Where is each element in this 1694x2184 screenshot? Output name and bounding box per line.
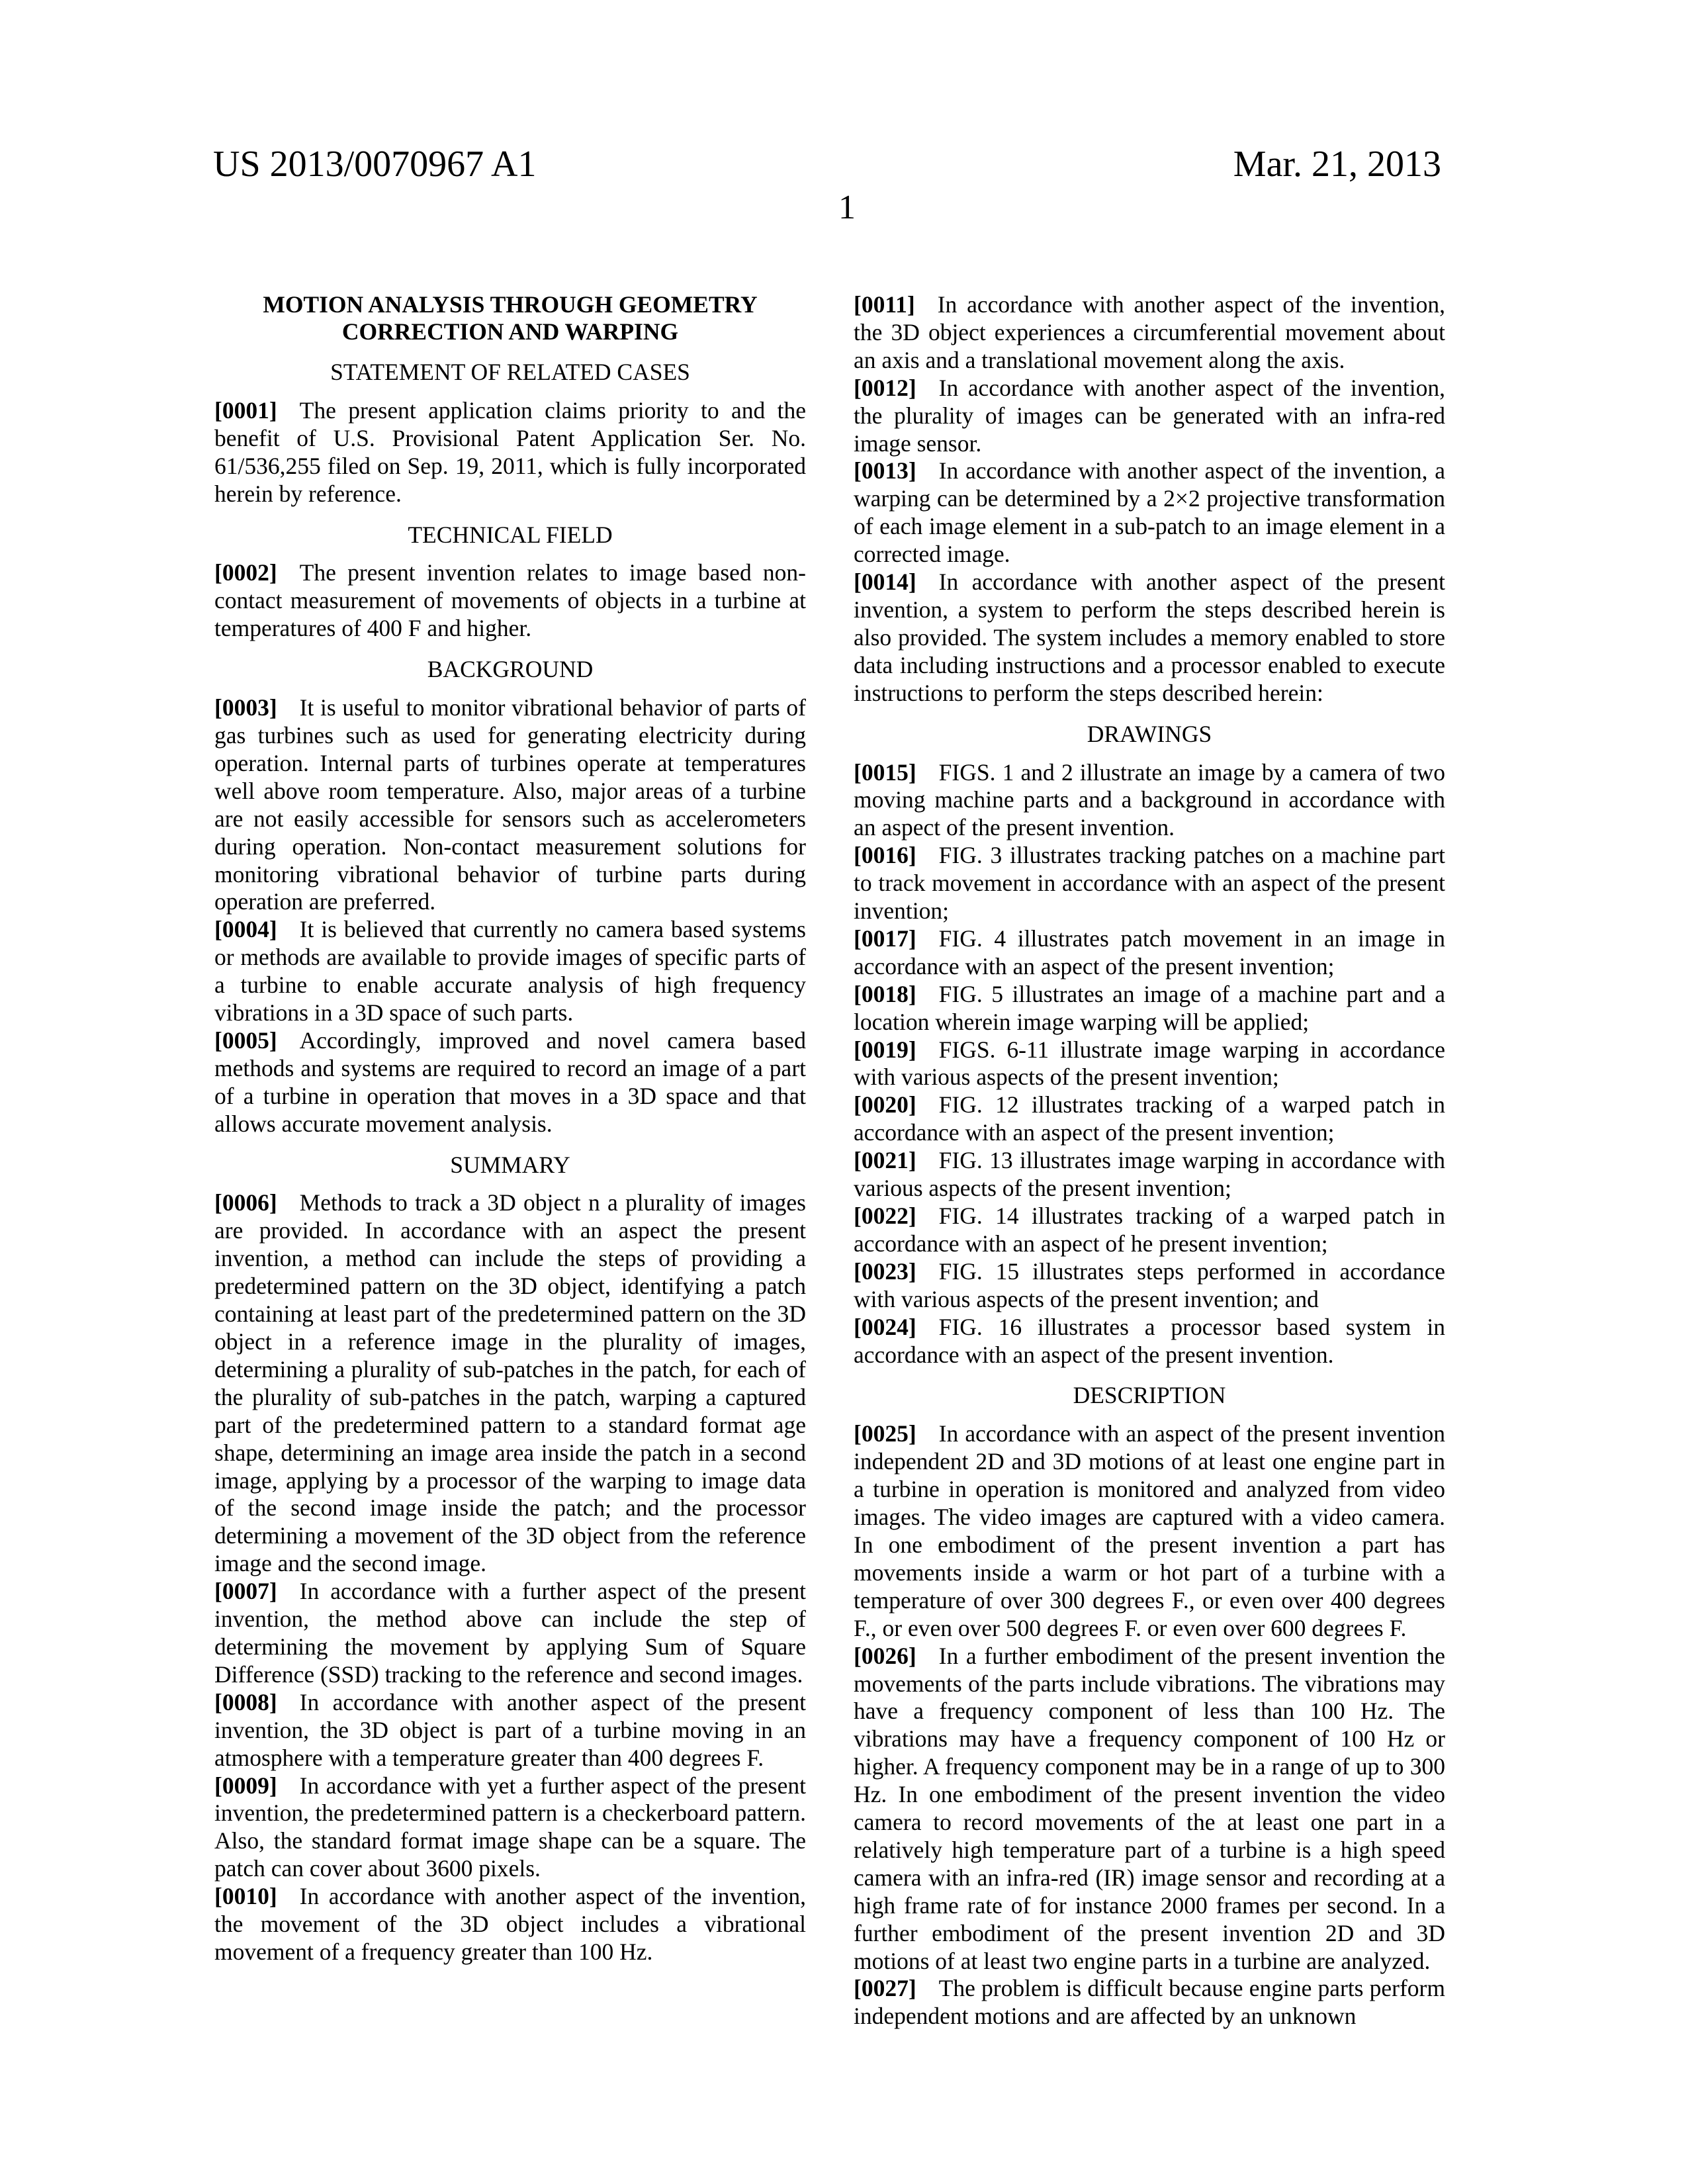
paragraph-text: In accordance with another aspect of the invention, the plurality of images can be generated with an infra-red image sensor.	[854, 375, 1445, 457]
section-heading: DESCRIPTION	[854, 1382, 1445, 1410]
paragraph-number: [0007]	[214, 1578, 277, 1604]
paragraph-text: FIG. 12 illustrates tracking of a warped patch in accordance with an aspect of the present invention;	[854, 1091, 1445, 1146]
paragraph-number: [0027]	[854, 1975, 916, 2001]
paragraph-text: In accordance with another aspect of the present invention, the 3D object is part of a turbine moving in an atmosphere with a temperature greater than 400 degrees F.	[214, 1689, 806, 1771]
paragraph	[854, 291, 1445, 375]
paragraph-text: In accordance with another aspect of the invention, the movement of the 3D object includes a vibrational movement of a frequency greater than 100 Hz.	[214, 1883, 806, 1965]
paragraph	[214, 559, 806, 643]
section-heading: DRAWINGS	[854, 721, 1445, 749]
paragraph-text: FIG. 4 illustrates patch movement in an image in accordance with an aspect of the present invention;	[854, 925, 1445, 979]
paragraph-number: [0021]	[854, 1147, 916, 1173]
paragraph	[854, 925, 1445, 981]
paragraph-number: [0012]	[854, 375, 916, 401]
paragraph-text: The present invention relates to image based non-contact measurement of movements of objects in a turbine at temperatures of 400 F and higher.	[214, 559, 806, 641]
paragraph-text: Methods to track a 3D object n a plurality of images are provided. In accordance with an aspect the present invention, a method can include the steps of providing a predetermined pattern on the 3D object, identifying a patch containing at least part of the predetermined pattern on the 3D object in a reference image in the plurality of images, determining a plurality of sub-patches in the patch, for each of the plurality of sub-patches in the patch, warping a captured part of the predetermined pattern to a standard format age shape, determining an image area inside the patch in a second image, applying by a processor of the warping to image data of the second image inside the patch; and the processor determining a movement of the 3D object from the reference image and the second image.	[214, 1189, 806, 1576]
paragraph-number: [0023]	[854, 1258, 916, 1285]
paragraph-text: FIGS. 6-11 illustrate image warping in accordance with various aspects of the present invention;	[854, 1036, 1445, 1091]
paragraph-number: [0003]	[214, 694, 277, 721]
paragraph	[854, 1420, 1445, 1642]
paragraph-text: In accordance with yet a further aspect of the present invention, the predetermined pattern is a checkerboard pattern. Also, the standard format image shape can be a square. The patch can cover about 3600 pixels.	[214, 1772, 806, 1882]
section-heading: STATEMENT OF RELATED CASES	[214, 359, 806, 387]
paragraph	[214, 1772, 806, 1884]
paragraph	[214, 1883, 806, 1966]
paragraph-number: [0020]	[854, 1091, 916, 1118]
section-heading: TECHNICAL FIELD	[214, 522, 806, 549]
paragraph-text: FIG. 15 illustrates steps performed in accordance with various aspects of the present invention; and	[854, 1258, 1445, 1312]
paragraph	[854, 1147, 1445, 1203]
paragraph-number: [0004]	[214, 916, 277, 942]
paragraph	[854, 457, 1445, 569]
paragraph-number: [0005]	[214, 1027, 277, 1054]
paragraph-number: [0018]	[854, 981, 916, 1007]
paragraph-text: Accordingly, improved and novel camera based methods and systems are required to record an image of a part of a turbine in operation that moves in a 3D space and that allows accurate movement analysis.	[214, 1027, 806, 1137]
paragraph-number: [0016]	[854, 842, 916, 868]
paragraph	[214, 694, 806, 916]
paragraph	[854, 1314, 1445, 1369]
publication-number: US 2013/0070967 A1	[213, 144, 537, 184]
paragraph-text: In accordance with another aspect of the present invention, a system to perform the steps described herein is also provided. The system includes a memory enabled to store data including instructions and a processor enabled to execute instructions to perform the steps described herein:	[854, 569, 1445, 706]
paragraph-number: [0008]	[214, 1689, 277, 1715]
paragraph-text: In accordance with an aspect of the present invention independent 2D and 3D motions of at least one engine part in a turbine in operation is monitored and analyzed from video images. The video images are captured with a video camera. In one embodiment of the present invention a part has movements inside a warm or hot part of a turbine with a temperature of over 300 degrees F., or even over 400 degrees F., or even over 500 degrees F. or even over 600 degrees F.	[854, 1420, 1445, 1641]
paragraph-text: In accordance with another aspect of the invention, the 3D object experiences a circumferential movement about an axis and a translational movement along the axis.	[854, 291, 1445, 373]
paragraph	[854, 1975, 1445, 2030]
paragraph-number: [0010]	[214, 1883, 277, 1909]
paragraph	[214, 1189, 806, 1578]
paragraph-number: [0014]	[854, 569, 916, 595]
paragraph	[854, 759, 1445, 842]
paragraph-number: [0025]	[854, 1420, 916, 1447]
paragraph	[214, 916, 806, 1027]
right-column	[854, 291, 1445, 2030]
publication-date: Mar. 21, 2013	[1233, 144, 1441, 184]
paragraph-number: [0024]	[854, 1314, 916, 1340]
paragraph-text: FIG. 3 illustrates tracking patches on a machine part to track movement in accordance with an aspect of the present invention;	[854, 842, 1445, 924]
paragraph-number: [0019]	[854, 1036, 916, 1063]
paragraph	[854, 1258, 1445, 1314]
paragraph	[214, 1027, 806, 1138]
paragraph	[854, 1091, 1445, 1147]
paragraph	[854, 1643, 1445, 1976]
paragraph-text: In accordance with another aspect of the invention, a warping can be determined by a 2×2 projective transformation of each image element in a sub-patch to an image element in a corrected image.	[854, 457, 1445, 567]
section-heading: SUMMARY	[214, 1152, 806, 1179]
paragraph	[854, 981, 1445, 1036]
page-number: 1	[0, 188, 1694, 227]
paragraph	[854, 375, 1445, 458]
paragraph-text: It is believed that currently no camera based systems or methods are available to provide images of specific parts of a turbine to enable accurate analysis of high frequency vibrations in a 3D space of such parts.	[214, 916, 806, 1026]
paragraph	[214, 1689, 806, 1772]
paragraph-text: FIG. 14 illustrates tracking of a warped patch in accordance with an aspect of he present invention;	[854, 1203, 1445, 1257]
paragraph-text: It is useful to monitor vibrational behavior of parts of gas turbines such as used for generating electricity during operation. Internal parts of turbines operate at temperatures well above room temperature. Also, major areas of a turbine are not easily accessible for sensors such as accelerometers during operation. Non-contact measurement solutions for monitoring vibrational behavior of turbine parts during operation are preferred.	[214, 694, 806, 915]
paragraph-number: [0009]	[214, 1772, 277, 1799]
paragraph-number: [0026]	[854, 1643, 916, 1669]
section-heading: BACKGROUND	[214, 656, 806, 684]
paragraph-text: FIGS. 1 and 2 illustrate an image by a camera of two moving machine parts and a background in accordance with an aspect of the present invention.	[854, 759, 1445, 841]
paragraph-number: [0022]	[854, 1203, 916, 1229]
paragraph	[854, 1036, 1445, 1092]
paragraph	[854, 1203, 1445, 1258]
left-column	[214, 291, 806, 1966]
paragraph-number: [0001]	[214, 397, 277, 424]
paragraph-text: In a further embodiment of the present invention the movements of the parts include vibrations. The vibrations may have a frequency component of less than 100 Hz. The vibrations may have a frequency component of 100 Hz or higher. A frequency component may be in a range of up to 300 Hz. In one embodiment of the present invention the video camera to record movements of the at least one part in a relatively high temperature part of a turbine is a high speed camera with an infra-red (IR) image sensor and recording at a high frame rate of for instance 2000 frames per second. In a further embodiment of the present invention 2D and 3D motions of at least two engine parts in a turbine are analyzed.	[854, 1643, 1445, 1974]
paragraph	[854, 569, 1445, 707]
paragraph-number: [0011]	[854, 291, 915, 318]
paragraph-number: [0015]	[854, 759, 916, 786]
paragraph	[854, 842, 1445, 925]
document-title: MOTION ANALYSIS THROUGH GEOMETRY CORRECTION AND WARPING	[214, 291, 806, 345]
paragraph	[214, 397, 806, 508]
paragraph-number: [0002]	[214, 559, 277, 586]
paragraph-text: FIG. 13 illustrates image warping in accordance with various aspects of the present invention;	[854, 1147, 1445, 1201]
paragraph	[214, 1578, 806, 1689]
paragraph-number: [0013]	[854, 457, 916, 484]
paragraph-number: [0017]	[854, 925, 916, 952]
paragraph-text: The problem is difficult because engine parts perform independent motions and are affected by an unknown	[854, 1975, 1445, 2029]
paragraph-text: In accordance with a further aspect of the present invention, the method above can include the step of determining the movement by applying Sum of Square Difference (SSD) tracking to the reference and second images.	[214, 1578, 806, 1688]
paragraph-number: [0006]	[214, 1189, 277, 1216]
paragraph-text: FIG. 16 illustrates a processor based system in accordance with an aspect of the present invention.	[854, 1314, 1445, 1368]
paragraph-text: FIG. 5 illustrates an image of a machine part and a location wherein image warping will be applied;	[854, 981, 1445, 1035]
paragraph-text: The present application claims priority to and the benefit of U.S. Provisional Patent Application Ser. No. 61/536,255 filed on Sep. 19, 2011, which is fully incorporated herein by reference.	[214, 397, 806, 507]
